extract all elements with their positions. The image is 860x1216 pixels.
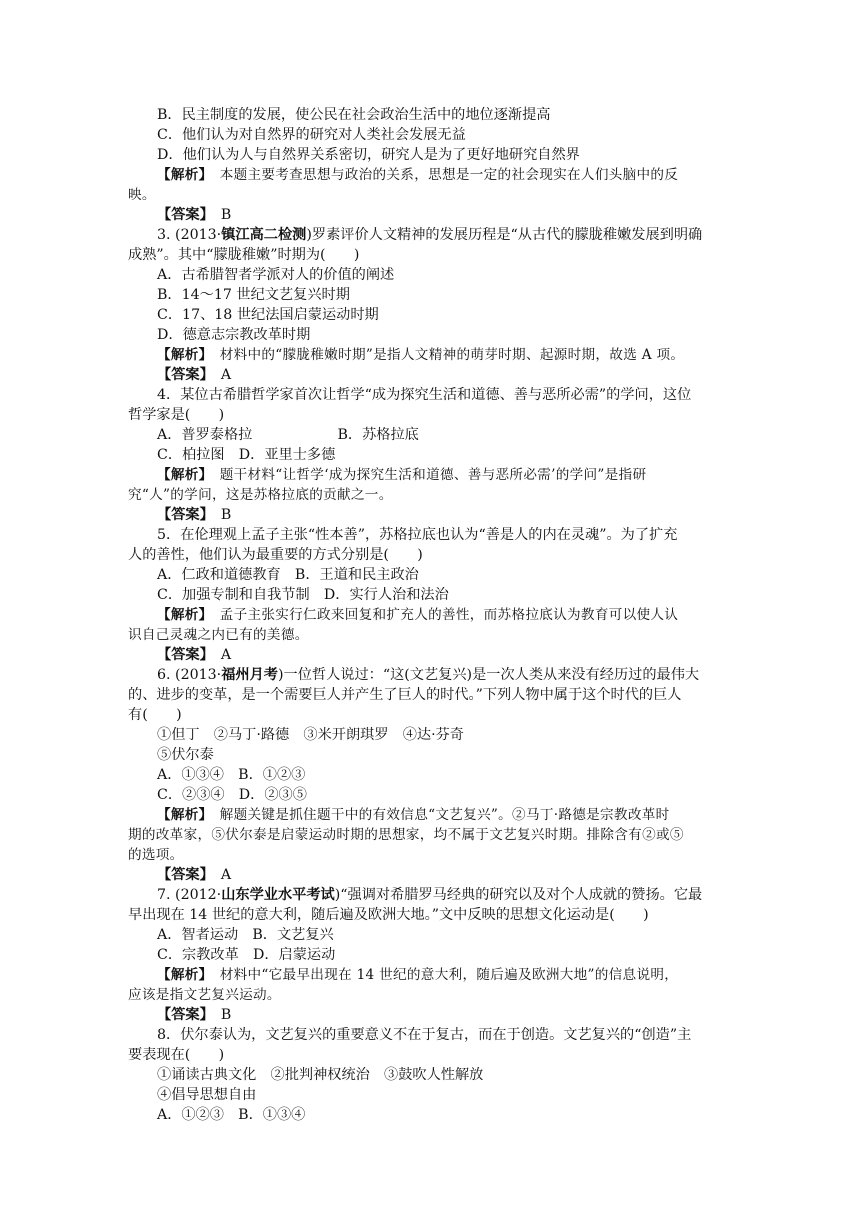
text-line (128, 485, 393, 505)
analysis-line (157, 505, 231, 525)
line-text: 哲学家是( ) (128, 407, 225, 423)
text-line (157, 925, 334, 945)
line-text: B (220, 207, 232, 223)
text-line (157, 125, 466, 145)
line-text: )“强调对希腊罗马经典的研究以及对个人成就的赞扬。它最 (334, 887, 703, 903)
line-text: 期的改革家，⑤伏尔泰是启蒙运动时期的思想家，均不属于文艺复兴时期。排除含有②或⑤ (128, 827, 684, 843)
source-label: 山东学业水平考试 (221, 887, 335, 903)
line-text: 材料中的“朦胧稚嫩时期”是指人文精神的萌芽时期、起源时期，故选 A 项。 (219, 347, 685, 363)
line-text: 早出现在 14 世纪的意大利，随后遍及欧洲大地。”文中反映的思想文化运动是( ) (128, 907, 649, 923)
line-text: A (220, 647, 232, 663)
line-text: C．他们认为对自然界的研究对人类社会发展无益 (157, 127, 466, 143)
question-prefix: 7. (2012· (157, 887, 222, 903)
text-line (128, 1045, 224, 1065)
analysis-line (157, 965, 678, 985)
text-line (157, 325, 310, 345)
text-line (157, 305, 379, 325)
text-line (128, 405, 224, 425)
line-text: ①但丁 ②马丁·路德 ③米开朗琪罗 ④达·芬奇 (157, 727, 464, 743)
line-text: ⑤伏尔泰 (157, 747, 214, 763)
line-text: 映。 (128, 187, 156, 203)
text-line (157, 105, 551, 125)
analysis-line (157, 205, 231, 225)
analysis-line (157, 605, 678, 625)
section-tag: 【答案】 (157, 507, 207, 523)
section-tag: 【解析】 (157, 347, 206, 363)
line-text: )一位哲人说过：“这(文艺复兴)是一次人类从来没有经历过的最伟大 (277, 667, 700, 683)
section-tag: 【答案】 (157, 867, 207, 883)
question-prefix: 6. (2013· (157, 667, 222, 683)
line-text: 的选项。 (128, 847, 184, 863)
section-tag: 【解析】 (157, 807, 206, 823)
text-line (157, 1025, 691, 1045)
text-line (157, 425, 419, 445)
line-text: 5．在伦理观上孟子主张“性本善”，苏格拉底也认为“善是人的内在灵魂”。为了扩充 (157, 527, 678, 543)
analysis-line (157, 865, 231, 885)
line-text: A．①②③ B．①③④ (157, 1107, 306, 1123)
line-text: 究“人”的学问，这是苏格拉底的贡献之一。 (128, 487, 393, 503)
text-line (157, 665, 699, 685)
text-line (128, 245, 359, 265)
analysis-line (157, 365, 231, 385)
text-line (157, 265, 394, 285)
section-tag: 【答案】 (157, 207, 207, 223)
line-text: C．加强专制和自我节制 D．实行人治和法治 (157, 587, 449, 603)
line-text: A．普罗泰格拉 B．苏格拉底 (157, 427, 419, 443)
text-line (128, 845, 184, 865)
line-text: 孟子主张实行仁政来回复和扩充人的善性，而苏格拉底认为教育可以使人认 (219, 607, 679, 623)
section-tag: 【解析】 (157, 967, 206, 983)
text-line (128, 905, 649, 925)
line-text: 要表现在( ) (128, 1047, 225, 1063)
line-text: C．柏拉图 D．亚里士多德 (157, 447, 336, 463)
line-text: )罗素评价人文精神的发展历程是“从古代的朦胧稚嫩发展到明确 (306, 227, 703, 243)
line-text: D．德意志宗教改革时期 (157, 327, 311, 343)
line-text: A．①③④ B．①②③ (157, 767, 306, 783)
text-line (157, 785, 307, 805)
text-line (157, 1105, 305, 1125)
text-line (128, 685, 681, 705)
line-text: A (220, 367, 232, 383)
section-tag: 【解析】 (157, 467, 206, 483)
line-text: 4．某位古希腊哲学家首次让哲学“成为探究生活和道德、善与恶所必需”的学问，这位 (157, 387, 692, 403)
text-line (157, 585, 449, 605)
text-line (157, 945, 335, 965)
text-line (128, 545, 423, 565)
line-text: 8．伏尔泰认为，文艺复兴的重要意义不在于复古，而在于创造。文艺复兴的“创造”主 (157, 1027, 692, 1043)
text-line (157, 565, 419, 585)
line-text: D．他们认为人与自然界关系密切，研究人是为了更好地研究自然界 (157, 147, 580, 163)
line-text: B (220, 507, 232, 523)
section-tag: 【解析】 (157, 167, 206, 183)
line-text: ④倡导思想自由 (157, 1087, 257, 1103)
text-line (157, 765, 305, 785)
line-text: C．宗教改革 D．启蒙运动 (157, 947, 336, 963)
text-line (157, 885, 702, 905)
analysis-line (157, 165, 678, 185)
text-line (157, 1065, 483, 1085)
analysis-line (157, 465, 646, 485)
line-text: ①诵读古典文化 ②批判神权统治 ③鼓吹人性解放 (157, 1067, 484, 1083)
section-tag: 【解析】 (157, 607, 206, 623)
line-text: 人的善性，他们认为最重要的方式分别是( ) (128, 547, 423, 563)
line-text: 成熟”。其中“朦胧稚嫩”时期为( ) (128, 247, 360, 263)
section-tag: 【答案】 (157, 367, 207, 383)
analysis-line (157, 1005, 231, 1025)
text-line (128, 985, 281, 1005)
line-text: B．14～17 世纪文艺复兴时期 (157, 287, 350, 303)
line-text: A．智者运动 B．文艺复兴 (157, 927, 334, 943)
line-text: 解题关键是抓住题干中的有效信息“文艺复兴”。②马丁·路德是宗教改革时 (219, 807, 670, 823)
text-line (157, 1085, 256, 1105)
section-tag: 【答案】 (157, 1007, 207, 1023)
analysis-line (157, 645, 231, 665)
text-line (157, 285, 350, 305)
line-text: 材料中“它最早出现在 14 世纪的意大利，随后遍及欧洲大地”的信息说明， (219, 967, 679, 983)
line-text: 本题主要考查思想与政治的关系，思想是一定的社会现实在人们头脑中的反 (219, 167, 679, 183)
text-line (157, 745, 214, 765)
text-line (157, 225, 702, 245)
section-tag: 【答案】 (157, 647, 207, 663)
analysis-line (157, 805, 670, 825)
analysis-line (157, 345, 684, 365)
text-line (128, 185, 156, 205)
source-label: 福州月考 (221, 667, 278, 683)
line-text: A．仁政和道德教育 B．王道和民主政治 (157, 567, 419, 583)
line-text: B (220, 1007, 232, 1023)
text-line (128, 625, 309, 645)
source-label: 镇江高二检测 (221, 227, 307, 243)
line-text: A (220, 867, 232, 883)
text-line (157, 725, 464, 745)
line-text: C．17、18 世纪法国启蒙运动时期 (157, 307, 379, 323)
line-text: 识自己灵魂之内已有的美德。 (128, 627, 309, 643)
line-text: 应该是指文艺复兴运动。 (128, 987, 281, 1003)
text-line (157, 445, 335, 465)
line-text: C．②③④ D．②③⑤ (157, 787, 307, 803)
text-line (157, 145, 580, 165)
text-line (157, 385, 691, 405)
text-line (128, 825, 684, 845)
line-text: 有( ) (128, 707, 182, 723)
text-line (128, 705, 182, 725)
line-text: 的、进步的变革，是一个需要巨人并产生了巨人的时代。”下列人物中属于这个时代的巨人 (128, 687, 682, 703)
text-line (157, 525, 677, 545)
line-text: 题干材料“让哲学‘成为探究生活和道德、善与恶所必需’的学问”是指研 (219, 467, 647, 483)
line-text: B．民主制度的发展，使公民在社会政治生活中的地位逐渐提高 (157, 107, 551, 123)
question-prefix: 3. (2013· (157, 227, 222, 243)
line-text: A．古希腊智者学派对人的价值的阐述 (157, 267, 395, 283)
